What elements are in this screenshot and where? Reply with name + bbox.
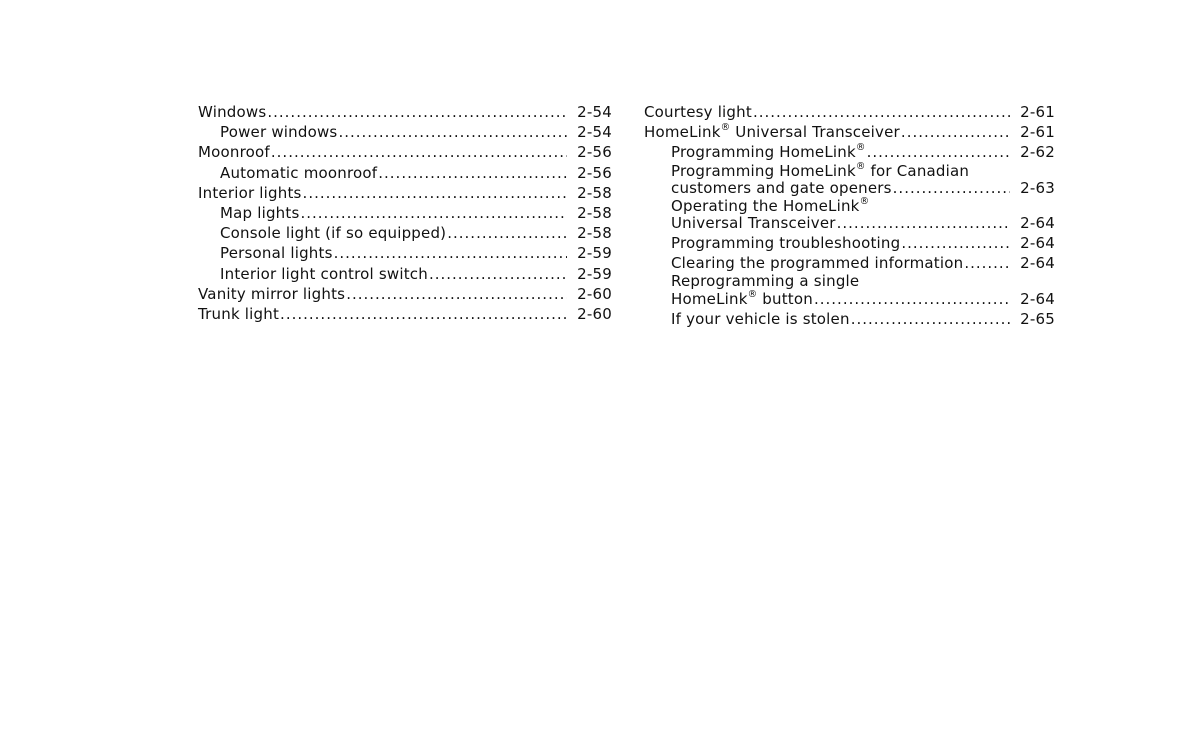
leader-dots bbox=[267, 102, 567, 122]
toc-entry-page: 2-61 bbox=[1020, 103, 1055, 121]
leader-dots bbox=[753, 102, 1010, 122]
toc-entry-vehicle-stolen[interactable] bbox=[644, 309, 1055, 329]
leader-dots bbox=[901, 233, 1010, 253]
leader-dots bbox=[280, 304, 567, 324]
toc-entry-title-line1 bbox=[671, 160, 970, 181]
leader-dots bbox=[271, 142, 567, 162]
toc-entry-title: Interior lights bbox=[198, 183, 302, 202]
title-text: button bbox=[757, 289, 813, 308]
leader-dots bbox=[964, 253, 1010, 273]
toc-entry-title: Programming troubleshooting bbox=[671, 233, 901, 252]
toc-entry-interior-lights[interactable] bbox=[198, 183, 612, 203]
leader-dots bbox=[300, 203, 567, 223]
toc-entry-page: 2-62 bbox=[1020, 143, 1055, 162]
registered-mark: ® bbox=[747, 288, 758, 300]
title-text: for Canadian bbox=[865, 161, 970, 180]
toc-entry-page: 2-64 bbox=[1020, 214, 1055, 233]
toc-entry-title: Courtesy light bbox=[644, 103, 752, 121]
toc-entry-page: 2-64 bbox=[1020, 254, 1055, 273]
leader-dots bbox=[338, 122, 567, 142]
toc-entry-reprogramming-single-homelink[interactable] bbox=[644, 273, 1055, 308]
toc-entry-title: Clearing the programmed information bbox=[671, 254, 964, 273]
toc-entry-title: Personal lights bbox=[220, 244, 333, 263]
leader-dots bbox=[303, 183, 568, 203]
toc-entry-page: 2-64 bbox=[1020, 233, 1055, 252]
toc-entry-title: Power windows bbox=[220, 123, 338, 142]
toc-entry-page: 2-54 bbox=[577, 103, 612, 121]
leader-dots bbox=[334, 243, 568, 263]
leader-dots bbox=[837, 215, 1011, 233]
toc-entry-title-line2: Universal Transceiver bbox=[671, 214, 836, 233]
leader-dots bbox=[447, 223, 567, 243]
toc-entry-title: Automatic moonroof bbox=[220, 163, 378, 182]
toc-entry-page: 2-58 bbox=[577, 183, 612, 202]
toc-column-right bbox=[644, 102, 1055, 329]
leader-dots bbox=[378, 163, 567, 183]
registered-mark: ® bbox=[859, 195, 870, 207]
toc-entry-title-line1: Reprogramming a single bbox=[671, 272, 860, 291]
leader-dots bbox=[814, 291, 1010, 309]
leader-dots bbox=[429, 264, 567, 284]
toc-entry-courtesy-light[interactable] bbox=[644, 102, 1055, 122]
toc-entry-moonroof[interactable] bbox=[198, 142, 612, 162]
leader-dots bbox=[867, 142, 1011, 162]
toc-entry-page: 2-58 bbox=[577, 224, 612, 243]
toc-entry-title: If your vehicle is stolen bbox=[671, 309, 850, 328]
toc-entry-title: Interior light control switch bbox=[220, 264, 428, 283]
toc-entry-page: 2-61 bbox=[1020, 123, 1055, 142]
toc-entry-page: 2-60 bbox=[577, 304, 612, 323]
toc-entry-title-line2: customers and gate openers bbox=[671, 179, 892, 198]
toc-entry-title: Console light (if so equipped) bbox=[220, 224, 447, 243]
toc-entry-page: 2-64 bbox=[1020, 289, 1055, 308]
toc-entry-homelink-universal-transceiver[interactable] bbox=[644, 122, 1055, 142]
toc-entry-page: 2-63 bbox=[1020, 179, 1055, 198]
toc-entry-map-lights[interactable] bbox=[198, 203, 612, 223]
toc-entry-page: 2-54 bbox=[577, 123, 612, 142]
toc-entry-vanity-mirror-lights[interactable] bbox=[198, 284, 612, 304]
toc-entry-title bbox=[671, 142, 866, 162]
toc-entry-page: 2-59 bbox=[577, 264, 612, 283]
toc-entry-automatic-moonroof[interactable] bbox=[198, 163, 612, 183]
toc-entry-title-line2 bbox=[671, 288, 813, 309]
toc-entry-page: 2-60 bbox=[577, 284, 612, 303]
toc-entry-trunk-light[interactable] bbox=[198, 304, 612, 324]
toc-entry-programming-homelink[interactable] bbox=[644, 142, 1055, 162]
title-text: HomeLink bbox=[644, 123, 721, 142]
toc-entry-interior-light-control-switch[interactable] bbox=[198, 264, 612, 284]
leader-dots bbox=[346, 284, 567, 304]
toc-entry-title: Moonroof bbox=[198, 143, 270, 162]
toc-entry-operating-homelink[interactable] bbox=[644, 195, 1055, 233]
toc-entry-clearing-programmed-information[interactable] bbox=[644, 253, 1055, 273]
toc-entry-power-windows[interactable] bbox=[198, 122, 612, 142]
toc-entry-windows[interactable] bbox=[198, 102, 612, 122]
toc-entry-title: Map lights bbox=[220, 203, 300, 222]
leader-dots bbox=[893, 180, 1011, 198]
registered-mark: ® bbox=[720, 122, 731, 134]
toc-entry-page: 2-56 bbox=[577, 163, 612, 182]
leader-dots bbox=[851, 309, 1010, 329]
title-text: HomeLink bbox=[671, 289, 748, 308]
toc-entry-title: Windows bbox=[198, 103, 267, 121]
toc-entry-programming-homelink-canadian[interactable] bbox=[644, 160, 1055, 198]
toc-entry-page: 2-56 bbox=[577, 143, 612, 162]
toc-entry-page: 2-58 bbox=[577, 203, 612, 222]
toc-entry-title bbox=[644, 122, 900, 142]
toc-column-left bbox=[198, 102, 612, 324]
title-text: Operating the HomeLink bbox=[671, 196, 860, 215]
registered-mark: ® bbox=[855, 160, 866, 172]
title-text: Programming HomeLink bbox=[671, 143, 856, 162]
toc-entry-personal-lights[interactable] bbox=[198, 243, 612, 263]
title-text: Universal Transceiver bbox=[730, 123, 900, 142]
toc-entry-programming-troubleshooting[interactable] bbox=[644, 233, 1055, 253]
toc-entry-title-line1 bbox=[671, 195, 870, 216]
toc-entry-title: Trunk light bbox=[198, 304, 280, 323]
leader-dots bbox=[901, 122, 1010, 142]
toc-entry-console-light[interactable] bbox=[198, 223, 612, 243]
toc-entry-page: 2-65 bbox=[1020, 309, 1055, 328]
registered-mark: ® bbox=[855, 142, 866, 154]
toc-entry-page: 2-59 bbox=[577, 244, 612, 263]
toc-entry-title: Vanity mirror lights bbox=[198, 284, 346, 303]
title-text: Programming HomeLink bbox=[671, 161, 856, 180]
